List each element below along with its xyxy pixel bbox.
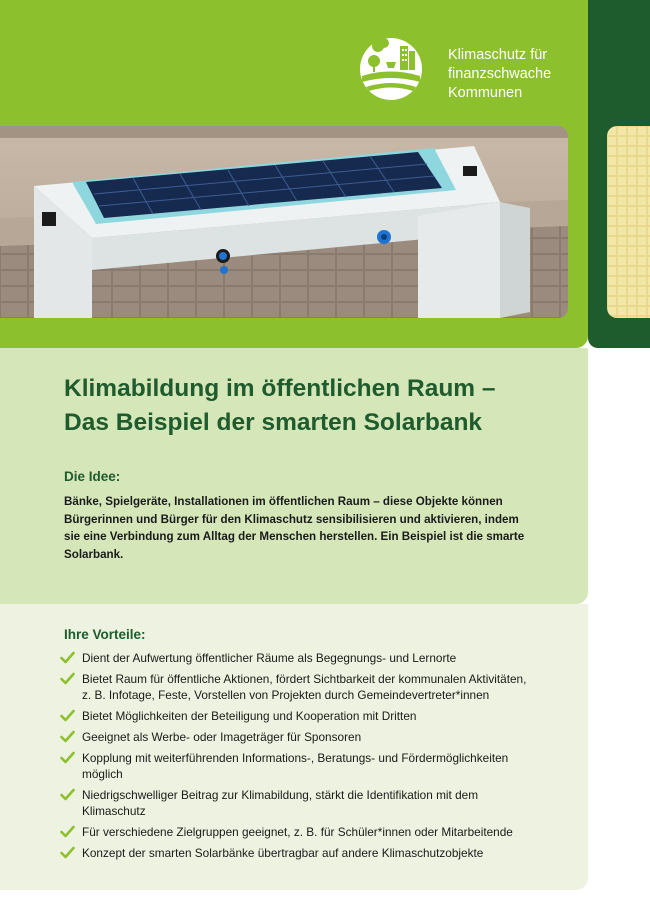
org-name — [448, 46, 551, 103]
checkmark-icon — [60, 709, 75, 722]
list-item — [60, 650, 560, 666]
list-item-text: Für verschiedene Zielgruppen geeignet, z. B. für Schüler*innen oder Mitarbeitende — [82, 825, 513, 839]
list-item — [60, 729, 560, 745]
idea-text — [64, 493, 556, 563]
idea-heading: Die Idee: — [64, 469, 121, 484]
page-title-line: Das Beispiel der smarten Solarbank — [64, 409, 483, 436]
list-item-text: möglich — [82, 767, 123, 781]
list-item — [60, 845, 560, 861]
list-item — [60, 824, 560, 840]
list-item-text: Bietet Raum für öffentliche Aktionen, fördert Sichtbarkeit der kommunalen Aktivitäten, — [82, 672, 527, 686]
idea-text-line: Solarbank. — [64, 547, 124, 561]
solar-bench-photo — [0, 126, 568, 318]
checkmark-icon — [60, 846, 75, 859]
checkmark-icon — [60, 788, 75, 801]
list-item — [60, 671, 560, 703]
checkmark-icon — [60, 672, 75, 685]
climate-city-logo-icon — [356, 32, 426, 102]
list-item-text: Dient der Aufwertung öffentlicher Räume als Begegnungs- und Lernorte — [82, 651, 457, 665]
checkmark-icon — [60, 751, 75, 764]
list-item — [60, 787, 560, 819]
list-item-text: Kopplung mit weiterführenden Informations-, Beratungs- und Fördermöglichkeiten — [82, 751, 509, 765]
list-item-text: Bietet Möglichkeiten der Beteiligung und Kooperation mit Dritten — [82, 709, 417, 723]
secondary-photo — [607, 126, 650, 318]
checkmark-icon — [60, 730, 75, 743]
list-item-text: Niedrigschwelliger Beitrag zur Klimabildung, stärkt die Identifikation mit dem — [82, 788, 479, 802]
org-name-line: finanzschwache — [448, 66, 552, 82]
page-title — [64, 372, 496, 440]
idea-text-line: Bänke, Spielgeräte, Installationen im öffentlichen Raum – diese Objekte können — [64, 495, 503, 508]
list-item — [60, 750, 560, 782]
idea-text-line: sie eine Verbindung zum Alltag der Menschen herstellen. Ein Beispiel ist die smarte — [64, 530, 525, 543]
checkmark-icon — [60, 651, 75, 664]
checkmark-icon — [60, 825, 75, 838]
list-item-text: Klimaschutz — [82, 804, 146, 818]
list-item-text: Geeignet als Werbe- oder Imageträger für Sponsoren — [82, 730, 362, 744]
list-item — [60, 708, 560, 724]
org-name-line: Kommunen — [448, 85, 523, 101]
page-title-line: Klimabildung im öffentlichen Raum – — [64, 375, 496, 402]
benefits-list — [60, 650, 560, 866]
list-item-text: z. B. Infotage, Feste, Vorstellen von Projekten durch Gemeindevertreter*innen — [82, 688, 490, 702]
idea-text-line: Bürgerinnen und Bürger für den Klimaschutz sensibilisieren und aktivieren, indem — [64, 512, 519, 526]
list-item-text: Konzept der smarten Solarbänke übertragbar auf andere Klimaschutzobjekte — [82, 846, 484, 860]
benefits-heading: Ihre Vorteile: — [64, 627, 146, 642]
org-name-line: Klimaschutz für — [448, 47, 548, 63]
